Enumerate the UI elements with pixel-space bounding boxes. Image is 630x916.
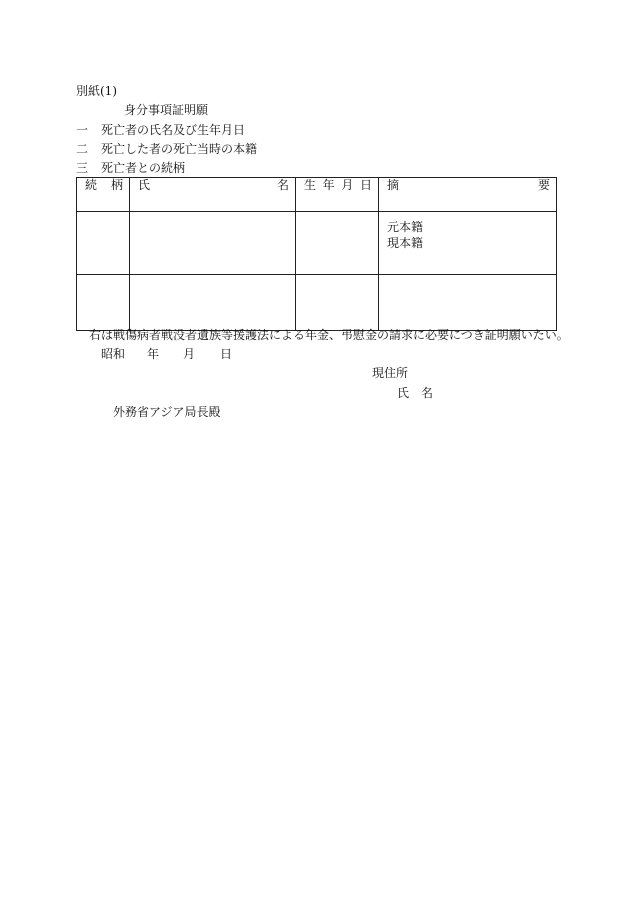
addressee: 外務省アジア局長殿 bbox=[113, 405, 221, 419]
current-address-label: 現住所 bbox=[372, 366, 409, 380]
identity-table bbox=[76, 177, 557, 331]
item-2-number: 二 bbox=[76, 142, 89, 156]
current-domicile-label: 現本籍 bbox=[387, 236, 424, 250]
table-header-row bbox=[77, 178, 557, 212]
cell-relationship bbox=[77, 212, 130, 275]
date-era: 昭和 bbox=[101, 347, 126, 361]
header-relationship: 続 柄 bbox=[77, 178, 130, 212]
cell-relationship bbox=[77, 275, 130, 331]
table-row bbox=[77, 212, 557, 275]
item-3-number: 三 bbox=[76, 161, 89, 175]
date-year: 年 bbox=[147, 347, 160, 361]
request-statement: 右は戦傷病者戦没者遺族等援護法による年金、弔慰金の請求に必要につき証明願いたい。 bbox=[89, 328, 569, 342]
cell-remarks bbox=[379, 212, 557, 275]
cell-birthdate bbox=[296, 275, 379, 331]
cell-remarks bbox=[379, 275, 557, 331]
name-label-1: 氏 bbox=[397, 386, 410, 400]
cell-name bbox=[130, 275, 296, 331]
date-day: 日 bbox=[220, 347, 233, 361]
item-3-text: 死亡者との続柄 bbox=[101, 161, 186, 175]
item-2-text: 死亡した者の死亡当時の本籍 bbox=[101, 142, 258, 156]
name-label-2: 名 bbox=[421, 386, 434, 400]
table-row bbox=[77, 275, 557, 331]
attachment-label: 別紙(1) bbox=[76, 84, 117, 98]
cell-birthdate bbox=[296, 212, 379, 275]
item-1-number: 一 bbox=[76, 123, 89, 137]
header-birthdate: 生 年 月 日 bbox=[296, 178, 379, 212]
item-1-text: 死亡者の氏名及び生年月日 bbox=[101, 123, 246, 137]
document-title: 身分事項証明願 bbox=[124, 103, 209, 117]
former-domicile-label: 元本籍 bbox=[387, 220, 424, 234]
header-remarks: 摘 要 bbox=[379, 178, 557, 212]
header-name: 氏 名 bbox=[130, 178, 296, 212]
date-month: 月 bbox=[183, 347, 196, 361]
cell-name bbox=[130, 212, 296, 275]
